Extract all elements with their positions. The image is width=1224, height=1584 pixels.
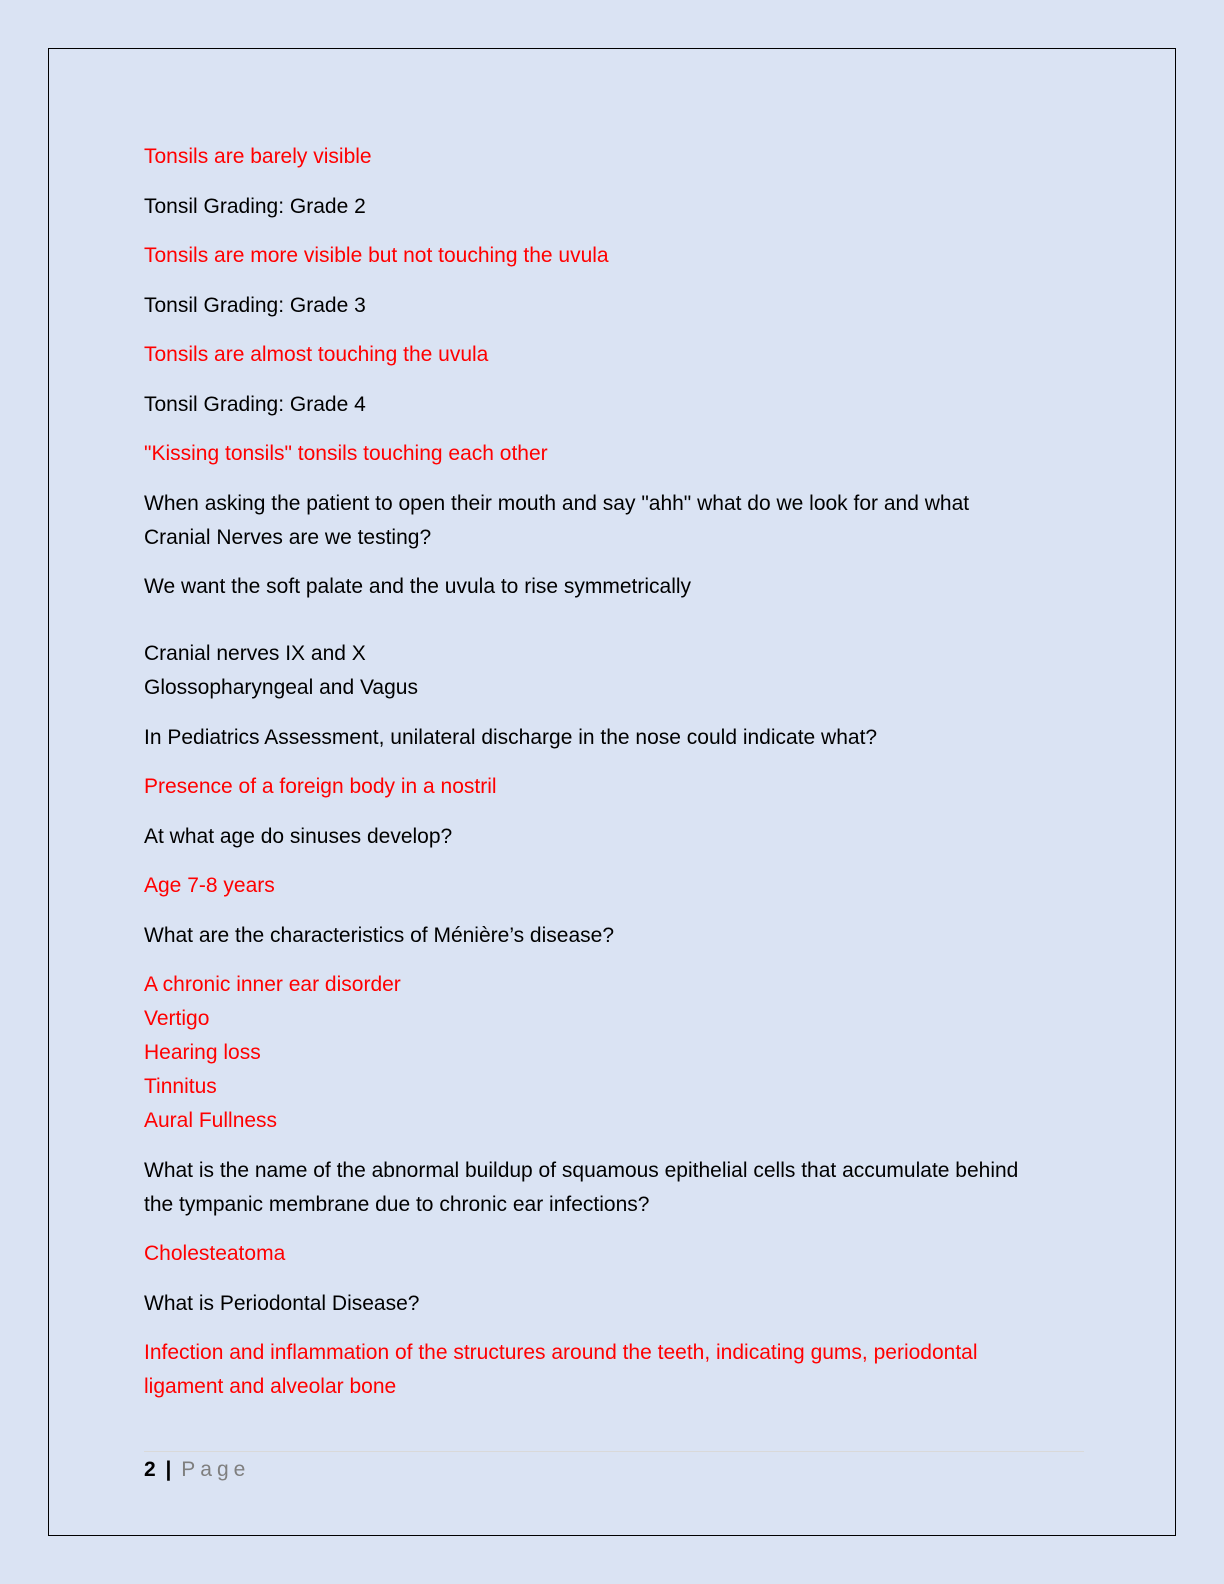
question-paragraph: [144, 820, 1084, 854]
question-paragraph: [144, 487, 1084, 555]
answer-paragraph: [144, 968, 1084, 1138]
text-line: "Kissing tonsils" tonsils touching each other: [144, 442, 548, 465]
footer-separator: |: [165, 1458, 172, 1481]
text-line: Cranial Nerves are we testing?: [144, 525, 432, 549]
text-line: ligament and alveolar bone: [144, 1375, 397, 1398]
page-footer: [144, 1455, 250, 1485]
text-line: Presence of a foreign body in a nostril: [144, 775, 497, 798]
text-line: Tonsil Grading: Grade 2: [144, 194, 366, 218]
text-line: Tinnitus: [144, 1075, 217, 1098]
text-line: A chronic inner ear disorder: [144, 973, 401, 996]
text-line: Age 7-8 years: [144, 874, 275, 897]
text-line: What is Periodontal Disease?: [144, 1291, 420, 1315]
text-line: Tonsils are barely visible: [144, 145, 372, 168]
text-line: In Pediatrics Assessment, unilateral discharge in the nose could indicate what?: [144, 725, 878, 749]
question-paragraph: [144, 190, 1084, 224]
question-paragraph: [144, 721, 1084, 755]
answer-paragraph: [144, 338, 1084, 372]
question-paragraph: [144, 289, 1084, 323]
answer-paragraph: [144, 140, 1084, 174]
document-body: [144, 140, 1084, 1420]
text-line: Hearing loss: [144, 1041, 261, 1064]
text-line: Tonsil Grading: Grade 3: [144, 293, 366, 317]
text-line: We want the soft palate and the uvula to rise symmetrically: [144, 575, 692, 598]
question-paragraph: [144, 570, 1084, 705]
text-line: At what age do sinuses develop?: [144, 824, 453, 848]
answer-paragraph: [144, 239, 1084, 273]
text-line: Cranial nerves IX and X: [144, 642, 366, 665]
text-line: Glossopharyngeal and Vagus: [144, 676, 418, 699]
text-line: the tympanic membrane due to chronic ear infections?: [144, 1192, 650, 1216]
text-line: [144, 604, 1084, 637]
text-line: When asking the patient to open their mouth and say "ahh" what do we look for and what: [144, 491, 970, 515]
text-line: Infection and inflammation of the structures around the teeth, indicating gums, periodontal: [144, 1341, 978, 1364]
question-paragraph: [144, 1287, 1084, 1321]
text-line: What is the name of the abnormal buildup of squamous epithelial cells that accumulate behind: [144, 1158, 1019, 1182]
text-line: Vertigo: [144, 1007, 210, 1030]
page-number: 2: [144, 1458, 156, 1481]
question-paragraph: [144, 388, 1084, 422]
page-label: Page: [181, 1458, 251, 1481]
text-line: Cholesteatoma: [144, 1242, 286, 1265]
answer-paragraph: [144, 1336, 1084, 1404]
answer-paragraph: [144, 770, 1084, 804]
text-line: What are the characteristics of Ménière’s disease?: [144, 923, 614, 947]
question-paragraph: [144, 919, 1084, 953]
answer-paragraph: [144, 869, 1084, 903]
answer-paragraph: [144, 437, 1084, 471]
text-line: Tonsils are almost touching the uvula: [144, 343, 489, 366]
question-paragraph: [144, 1154, 1084, 1222]
text-line: Tonsils are more visible but not touching the uvula: [144, 244, 609, 267]
text-line: Aural Fullness: [144, 1109, 278, 1132]
text-line: Tonsil Grading: Grade 4: [144, 392, 366, 416]
footer-divider: [144, 1451, 1084, 1452]
answer-paragraph: [144, 1237, 1084, 1271]
